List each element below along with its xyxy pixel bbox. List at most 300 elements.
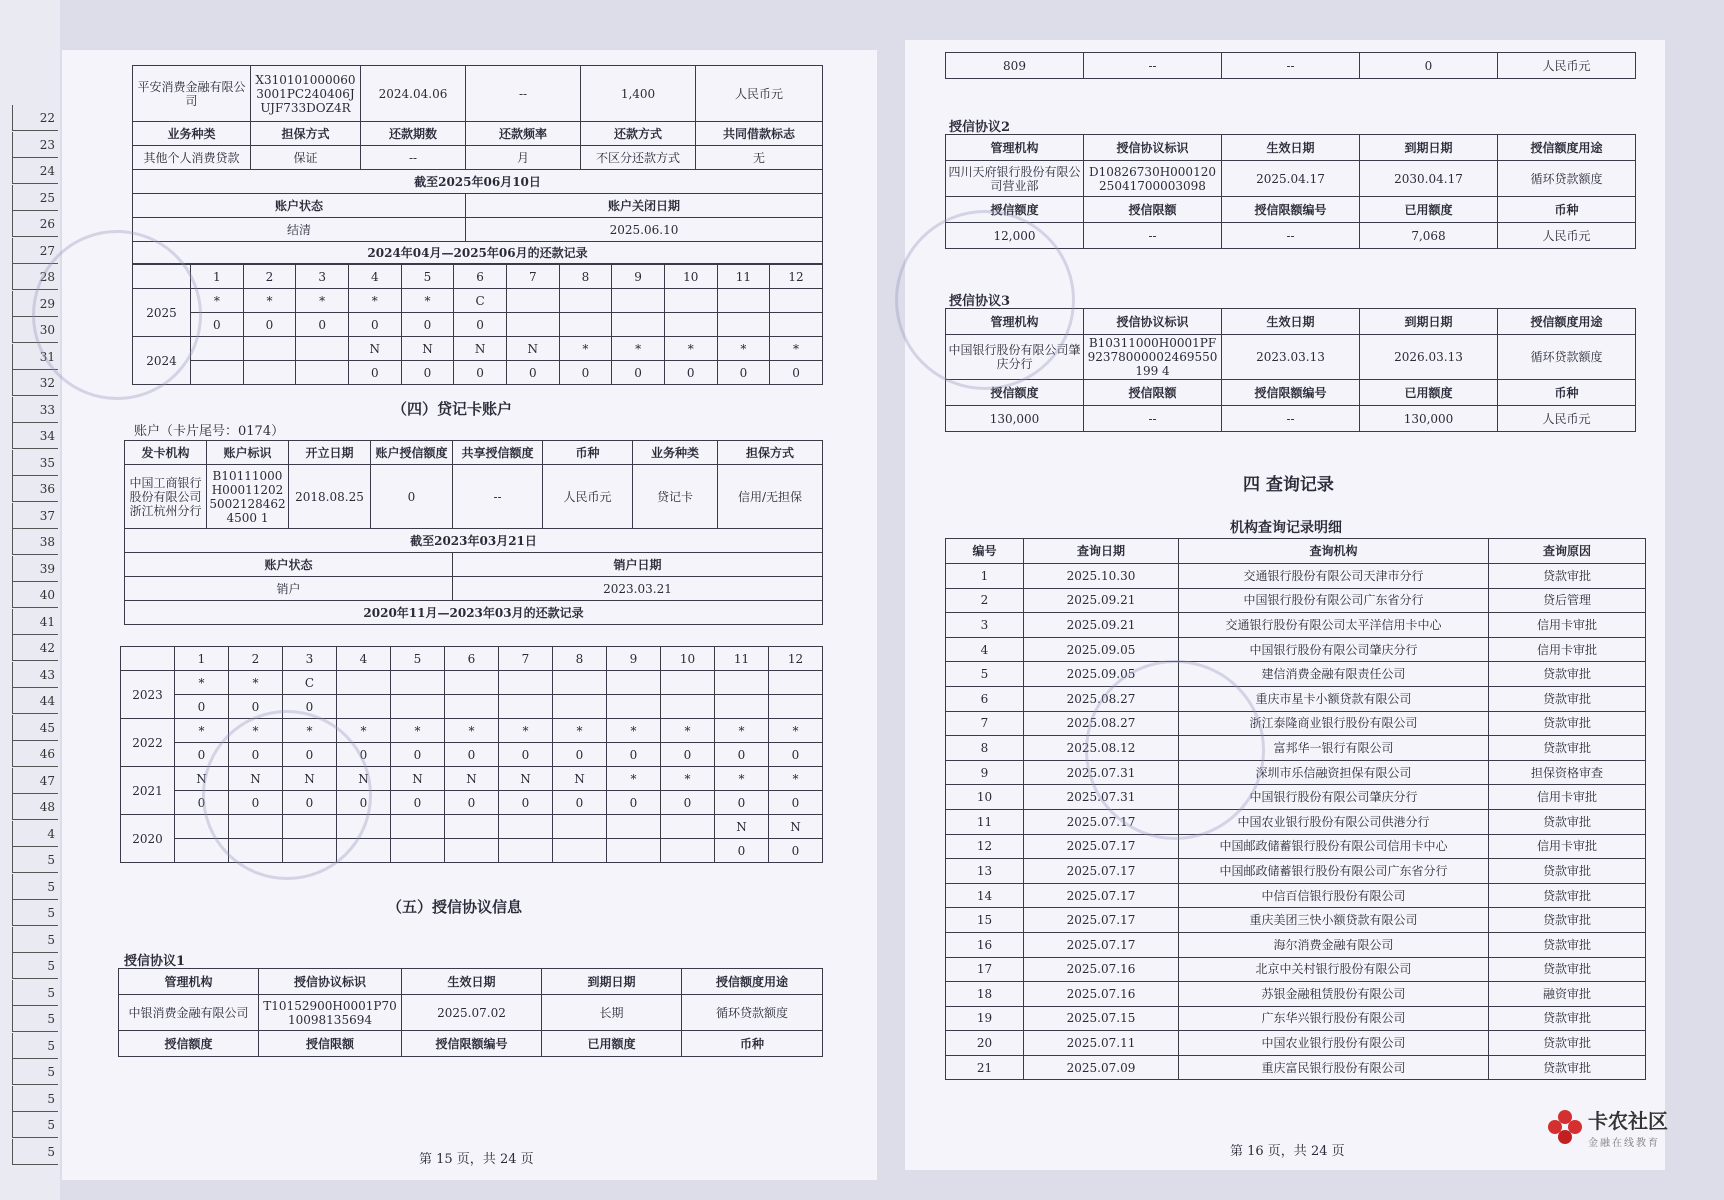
overdue-amount-cell: 0 <box>553 743 607 767</box>
query-cell: 8 <box>946 736 1024 761</box>
query-cell: 1 <box>946 564 1024 589</box>
status-cell <box>661 671 715 695</box>
table-cell: -- <box>361 146 466 170</box>
query-cell: 富邦华一银行有限公司 <box>1179 736 1489 761</box>
agreement-value-cell: T10152900H0001P7010098135694 <box>259 995 402 1031</box>
query-cell: 2025.09.21 <box>1024 613 1179 638</box>
month-header: 8 <box>553 647 607 671</box>
query-cell: 海尔消费金融有限公司 <box>1179 932 1489 957</box>
agreement-header-cell: 授信限额 <box>1084 197 1222 223</box>
line-number: 35 <box>12 450 58 476</box>
query-cell: 贷款审批 <box>1489 932 1646 957</box>
agreement2-label: 授信协议2 <box>949 120 1011 135</box>
card-header-cell: 发卡机构 <box>125 441 207 465</box>
query-cell: 2025.07.17 <box>1024 883 1179 908</box>
query-cell: 13 <box>946 859 1024 884</box>
overdue-amount-cell <box>553 695 607 719</box>
line-number: 5 <box>12 953 58 979</box>
agreement-value-cell: -- <box>1084 53 1222 79</box>
year-cell: 2021 <box>121 767 175 815</box>
table-header-cell: 还款期数 <box>361 122 466 146</box>
status-cell <box>445 815 499 839</box>
status-cell: * <box>391 719 445 743</box>
status-cell: * <box>553 719 607 743</box>
overdue-amount-cell: 0 <box>283 695 337 719</box>
overdue-amount-cell: 0 <box>401 361 454 385</box>
query-cell: 6 <box>946 686 1024 711</box>
query-cell: 贷款审批 <box>1489 859 1646 884</box>
line-number: 5 <box>12 980 58 1006</box>
query-cell: 贷后管理 <box>1489 588 1646 613</box>
as-of-date: 截至2025年06月10日 <box>133 170 823 194</box>
card-cancel-date: 2023.03.21 <box>453 577 823 601</box>
line-number: 32 <box>12 370 58 396</box>
status-cell <box>559 289 612 313</box>
agreement-value-cell: 中国银行股份有限公司肇庆分行 <box>946 335 1084 380</box>
query-cell: 中国农业银行股份有限公司 <box>1179 1031 1489 1056</box>
record-title: 2024年04月—2025年06月的还款记录 <box>133 242 823 264</box>
query-cell: 2025.07.31 <box>1024 785 1179 810</box>
table-header-cell: 还款方式 <box>581 122 696 146</box>
line-number: 28 <box>12 264 58 290</box>
status-cell: * <box>283 719 337 743</box>
query-cell: 贷款审批 <box>1489 711 1646 736</box>
query-cell: 2025.07.31 <box>1024 760 1179 785</box>
agreement-value-cell: 2023.03.13 <box>1222 335 1360 380</box>
left-strip <box>0 0 60 1200</box>
line-number: 44 <box>12 688 58 714</box>
line-number: 31 <box>12 344 58 370</box>
status-cell: * <box>769 719 823 743</box>
query-cell: 信用卡审批 <box>1489 834 1646 859</box>
status-cell: * <box>770 337 823 361</box>
query-row <box>946 932 1646 957</box>
line-number: 5 <box>12 1033 58 1059</box>
agreement-value-cell: -- <box>1084 406 1222 432</box>
agreement-header-cell: 授信限额编号 <box>1222 380 1360 406</box>
agreement-header-cell: 币种 <box>682 1031 823 1057</box>
overdue-amount-cell <box>506 313 559 337</box>
status-cell <box>717 289 770 313</box>
query-row <box>946 736 1646 761</box>
page15-footer: 第 15 页，共 24 页 <box>419 1152 534 1167</box>
card-value-cell: 人民币元 <box>543 465 633 529</box>
overdue-amount-cell: 0 <box>612 361 665 385</box>
agreement-value-cell: B10311000H0001PF92378000002469550199 4 <box>1084 335 1222 380</box>
agreement-value-cell: 中银消费金融有限公司 <box>119 995 259 1031</box>
year-cell: 2020 <box>121 815 175 863</box>
month-header: 5 <box>391 647 445 671</box>
query-cell: 贷款审批 <box>1489 809 1646 834</box>
query-cell: 重庆富民银行股份有限公司 <box>1179 1055 1489 1080</box>
overdue-amount-cell: 0 <box>559 361 612 385</box>
section5-title: （五）授信协议信息 <box>387 898 523 916</box>
card-value-cell: B10111000H0001120250021284624500 1 <box>207 465 289 529</box>
line-number: 25 <box>12 185 58 211</box>
year-cell: 2023 <box>121 671 175 719</box>
month-header: 5 <box>401 265 454 289</box>
loan-account-table <box>132 65 823 264</box>
overdue-amount-cell: 0 <box>391 743 445 767</box>
line-number: 33 <box>12 397 58 423</box>
watermark-seal <box>1085 660 1265 840</box>
agreement-header-cell: 授信额度用途 <box>1498 135 1636 161</box>
agreement-header-cell: 已用额度 <box>1360 380 1498 406</box>
agreement-value-cell: 809 <box>946 53 1084 79</box>
agreement-value-cell: 0 <box>1360 53 1498 79</box>
table-header-cell: 还款频率 <box>466 122 581 146</box>
month-header: 12 <box>769 647 823 671</box>
overdue-amount-cell <box>499 839 553 863</box>
card-header-cell: 币种 <box>543 441 633 465</box>
line-number: 29 <box>12 291 58 317</box>
line-number: 45 <box>12 715 58 741</box>
status-cell <box>770 289 823 313</box>
agreement1-label: 授信协议1 <box>124 954 186 969</box>
col4-cell: -- <box>466 66 581 122</box>
page-15 <box>62 50 877 1180</box>
agreement-header-cell: 授信协议标识 <box>1084 135 1222 161</box>
agreement-value-cell: 人民币元 <box>1498 223 1636 249</box>
table-header-cell: 业务种类 <box>133 122 251 146</box>
table-header-cell: 共同借款标志 <box>696 122 823 146</box>
status-cell <box>391 815 445 839</box>
query-cell: 中国银行股份有限公司广东省分行 <box>1179 588 1489 613</box>
status-cell: * <box>499 719 553 743</box>
query-row <box>946 785 1646 810</box>
query-cell: 2025.07.17 <box>1024 834 1179 859</box>
overdue-amount-cell: 0 <box>499 743 553 767</box>
status-cell: * <box>229 671 283 695</box>
agreement-value-cell: D10826730H00012025041700003098 <box>1084 161 1222 197</box>
line-number: 39 <box>12 556 58 582</box>
logo-tagline: 金融在线教育 <box>1588 1138 1660 1149</box>
agreement-value-cell: 人民币元 <box>1498 53 1636 79</box>
year-cell: 2025 <box>133 289 191 337</box>
agreement-value-cell: -- <box>1222 406 1360 432</box>
line-number: 40 <box>12 582 58 608</box>
line-number: 5 <box>12 1006 58 1032</box>
query-header-cell: 查询原因 <box>1489 539 1646 564</box>
agreement-header-cell: 授信限额编号 <box>402 1031 542 1057</box>
query-row <box>946 1006 1646 1031</box>
overdue-amount-cell: 0 <box>296 313 349 337</box>
overdue-amount-cell <box>769 695 823 719</box>
status-cell: N <box>445 767 499 791</box>
query-cell: 广东华兴银行股份有限公司 <box>1179 1006 1489 1031</box>
overdue-amount-cell <box>243 361 296 385</box>
line-number: 27 <box>12 238 58 264</box>
query-cell: 中国邮政储蓄银行股份有限公司信用卡中心 <box>1179 834 1489 859</box>
status-cell: * <box>559 337 612 361</box>
overdue-amount-cell: 0 <box>337 791 391 815</box>
query-subtitle: 机构查询记录明细 <box>1230 520 1342 536</box>
overdue-amount-cell: 0 <box>191 313 244 337</box>
overdue-amount-cell: 0 <box>607 791 661 815</box>
query-row <box>946 809 1646 834</box>
overdue-amount-cell <box>717 313 770 337</box>
query-cell: 贷款审批 <box>1489 1031 1646 1056</box>
status-cell: * <box>607 719 661 743</box>
query-cell: 2025.09.05 <box>1024 662 1179 687</box>
month-header: 10 <box>664 265 717 289</box>
query-cell: 21 <box>946 1055 1024 1080</box>
overdue-amount-cell <box>715 695 769 719</box>
agreement-header-cell: 管理机构 <box>946 309 1084 335</box>
query-row <box>946 564 1646 589</box>
agreement-header-cell: 到期日期 <box>1360 135 1498 161</box>
card-value-cell: 贷记卡 <box>633 465 718 529</box>
blank-cell <box>121 647 175 671</box>
line-number: 36 <box>12 476 58 502</box>
agreement-header-cell: 币种 <box>1498 380 1636 406</box>
query-cell: 2025.07.17 <box>1024 932 1179 957</box>
agreement-header-cell: 授信额度 <box>119 1031 259 1057</box>
month-header: 11 <box>717 265 770 289</box>
amount-cell: 1,400 <box>581 66 696 122</box>
query-row <box>946 711 1646 736</box>
status-cell: N <box>175 767 229 791</box>
agreement-value-cell: 循环贷款额度 <box>682 995 823 1031</box>
overdue-amount-cell: 0 <box>445 791 499 815</box>
status-cell: N <box>499 767 553 791</box>
table-cell: 不区分还款方式 <box>581 146 696 170</box>
close-header: 账户关闭日期 <box>466 194 823 218</box>
status-cell: N <box>769 815 823 839</box>
query-cell: 15 <box>946 908 1024 933</box>
card-status-header: 账户状态 <box>125 553 453 577</box>
agreement-header-cell: 生效日期 <box>1222 309 1360 335</box>
overdue-amount-cell <box>770 313 823 337</box>
agreement-header-cell: 授信协议标识 <box>1084 309 1222 335</box>
status-cell: N <box>715 815 769 839</box>
agreement2-table <box>945 134 1636 249</box>
month-header: 4 <box>337 647 391 671</box>
overdue-amount-cell: 0 <box>717 361 770 385</box>
watermark-seal <box>895 210 1075 390</box>
agreement-value-cell: -- <box>1222 53 1360 79</box>
overdue-amount-cell: 0 <box>769 839 823 863</box>
query-cell: 苏银金融租赁股份有限公司 <box>1179 982 1489 1007</box>
overdue-amount-cell <box>612 313 665 337</box>
query-row <box>946 834 1646 859</box>
agreement-value-cell: 长期 <box>542 995 682 1031</box>
query-cell: 贷款审批 <box>1489 957 1646 982</box>
query-cell: 交通银行股份有限公司太平洋信用卡中心 <box>1179 613 1489 638</box>
table-cell: 其他个人消费贷款 <box>133 146 251 170</box>
query-row <box>946 686 1646 711</box>
query-cell: 5 <box>946 662 1024 687</box>
month-header: 7 <box>499 647 553 671</box>
overdue-amount-cell: 0 <box>454 313 507 337</box>
query-row <box>946 613 1646 638</box>
table-cell: 无 <box>696 146 823 170</box>
query-cell: 17 <box>946 957 1024 982</box>
agreement-value-cell: 7,068 <box>1360 223 1498 249</box>
month-header: 1 <box>175 647 229 671</box>
agreement-header-cell: 授信额度用途 <box>1498 309 1636 335</box>
overdue-amount-cell: 0 <box>715 743 769 767</box>
org-cell: 平安消费金融有限公司 <box>133 66 251 122</box>
overdue-amount-cell: 0 <box>229 695 283 719</box>
query-cell: 2025.07.09 <box>1024 1055 1179 1080</box>
status-cell: N <box>553 767 607 791</box>
status-cell: C <box>454 289 507 313</box>
query-cell: 深圳市乐信融资担保有限公司 <box>1179 760 1489 785</box>
query-cell: 中国邮政储蓄银行股份有限公司广东省分行 <box>1179 859 1489 884</box>
currency-cell: 人民币元 <box>696 66 823 122</box>
query-cell: 融资审批 <box>1489 982 1646 1007</box>
overdue-amount-cell: 0 <box>283 743 337 767</box>
card-header-cell: 开立日期 <box>289 441 371 465</box>
agreement-header-cell: 授信限额编号 <box>1222 197 1360 223</box>
overdue-amount-cell: 0 <box>283 791 337 815</box>
status-cell <box>553 815 607 839</box>
status-cell: * <box>661 719 715 743</box>
query-cell: 贷款审批 <box>1489 1006 1646 1031</box>
line-number: 5 <box>12 927 58 953</box>
query-cell: 贷款审批 <box>1489 883 1646 908</box>
month-header: 10 <box>661 647 715 671</box>
query-section-title: 四 查询记录 <box>1243 475 1334 495</box>
status-cell <box>607 671 661 695</box>
month-header: 11 <box>715 647 769 671</box>
query-cell: 中国银行股份有限公司肇庆分行 <box>1179 785 1489 810</box>
agreement-header-cell: 管理机构 <box>119 969 259 995</box>
repayment-record-table <box>132 264 823 385</box>
agreement-value-cell: 130,000 <box>1360 406 1498 432</box>
month-header: 9 <box>612 265 665 289</box>
overdue-amount-cell: 0 <box>229 743 283 767</box>
query-header-cell: 编号 <box>946 539 1024 564</box>
query-header-cell: 查询日期 <box>1024 539 1179 564</box>
query-row <box>946 588 1646 613</box>
agreement-value-cell: 循环贷款额度 <box>1498 335 1636 380</box>
card-record-title: 2020年11月—2023年03月的还款记录 <box>125 601 823 625</box>
overdue-amount-cell: 0 <box>769 743 823 767</box>
month-header: 3 <box>296 265 349 289</box>
month-header: 2 <box>229 647 283 671</box>
agreement-value-cell: 四川天府银行股份有限公司营业部 <box>946 161 1084 197</box>
agreement-value-cell: 人民币元 <box>1498 406 1636 432</box>
status-cell: * <box>175 719 229 743</box>
query-row <box>946 957 1646 982</box>
card-value-cell: -- <box>453 465 543 529</box>
overdue-amount-cell: 0 <box>229 791 283 815</box>
query-cell: 14 <box>946 883 1024 908</box>
line-number: 30 <box>12 317 58 343</box>
agreement-header-cell: 授信协议标识 <box>259 969 402 995</box>
query-cell: 担保资格审查 <box>1489 760 1646 785</box>
line-number: 5 <box>12 1139 58 1165</box>
month-header: 3 <box>283 647 337 671</box>
query-cell: 信用卡审批 <box>1489 785 1646 810</box>
status-cell <box>391 671 445 695</box>
query-cell: 18 <box>946 982 1024 1007</box>
query-cell: 建信消费金融有限责任公司 <box>1179 662 1489 687</box>
query-cell: 16 <box>946 932 1024 957</box>
agreement-header-cell: 已用额度 <box>542 1031 682 1057</box>
query-cell: 2025.07.16 <box>1024 982 1179 1007</box>
overdue-amount-cell: 0 <box>454 361 507 385</box>
overdue-amount-cell: 0 <box>401 313 454 337</box>
line-number: 5 <box>12 1112 58 1138</box>
query-row <box>946 1031 1646 1056</box>
overdue-amount-cell: 0 <box>661 791 715 815</box>
query-cell: 浙江泰隆商业银行股份有限公司 <box>1179 711 1489 736</box>
status-cell: * <box>243 289 296 313</box>
watermark-seal <box>202 710 372 880</box>
logo-icon <box>1548 1110 1582 1144</box>
watermark-seal <box>32 230 202 400</box>
month-header: 2 <box>243 265 296 289</box>
overdue-amount-cell: 0 <box>715 839 769 863</box>
agreement1-table <box>118 968 823 1057</box>
query-row <box>946 1055 1646 1080</box>
status-cell <box>506 289 559 313</box>
status-cell <box>769 671 823 695</box>
status-cell: N <box>348 337 401 361</box>
overdue-amount-cell: 0 <box>175 791 229 815</box>
query-cell: 2025.08.27 <box>1024 686 1179 711</box>
account-id-cell: X3101010000603001PC240406JUJF733DOZ4R <box>251 66 361 122</box>
month-header: 7 <box>506 265 559 289</box>
card-value-cell: 2018.08.25 <box>289 465 371 529</box>
query-cell: 2025.10.30 <box>1024 564 1179 589</box>
page-16 <box>905 40 1665 1170</box>
overdue-amount-cell: 0 <box>506 361 559 385</box>
overdue-amount-cell: 0 <box>348 313 401 337</box>
agreement-value-cell: 2025.07.02 <box>402 995 542 1031</box>
line-number: 43 <box>12 662 58 688</box>
status-cell: * <box>191 289 244 313</box>
agreement-header-cell: 币种 <box>1498 197 1636 223</box>
logo-name: 卡农社区 <box>1588 1111 1668 1133</box>
agreement-value-cell: -- <box>1084 223 1222 249</box>
overdue-amount-cell <box>391 695 445 719</box>
agreement-header-cell: 已用额度 <box>1360 197 1498 223</box>
year-cell: 2024 <box>133 337 191 385</box>
overdue-amount-cell: 0 <box>445 743 499 767</box>
month-header: 4 <box>348 265 401 289</box>
status-cell <box>553 671 607 695</box>
agreement-value-cell: 2026.03.13 <box>1360 335 1498 380</box>
overdue-amount-cell <box>337 695 391 719</box>
query-cell: 19 <box>946 1006 1024 1031</box>
overdue-amount-cell <box>191 361 244 385</box>
query-cell: 贷款审批 <box>1489 564 1646 589</box>
status-cell: * <box>715 719 769 743</box>
agreement-header-cell: 到期日期 <box>1360 309 1498 335</box>
line-number: 22 <box>12 105 58 131</box>
agreement-header-cell: 授信限额 <box>1084 380 1222 406</box>
line-number: 5 <box>12 874 58 900</box>
query-row <box>946 908 1646 933</box>
card-header-cell: 账户标识 <box>207 441 289 465</box>
query-cell: 2025.08.12 <box>1024 736 1179 761</box>
query-cell: 2025.07.17 <box>1024 908 1179 933</box>
agreement-value-cell: 130,000 <box>946 406 1084 432</box>
query-cell: 20 <box>946 1031 1024 1056</box>
status-cell: * <box>769 767 823 791</box>
line-number: 38 <box>12 529 58 555</box>
line-number: 48 <box>12 794 58 820</box>
line-number: 37 <box>12 503 58 529</box>
overdue-amount-cell <box>607 695 661 719</box>
status-cell: * <box>661 767 715 791</box>
overdue-amount-cell: 0 <box>391 791 445 815</box>
status-cell <box>612 289 665 313</box>
